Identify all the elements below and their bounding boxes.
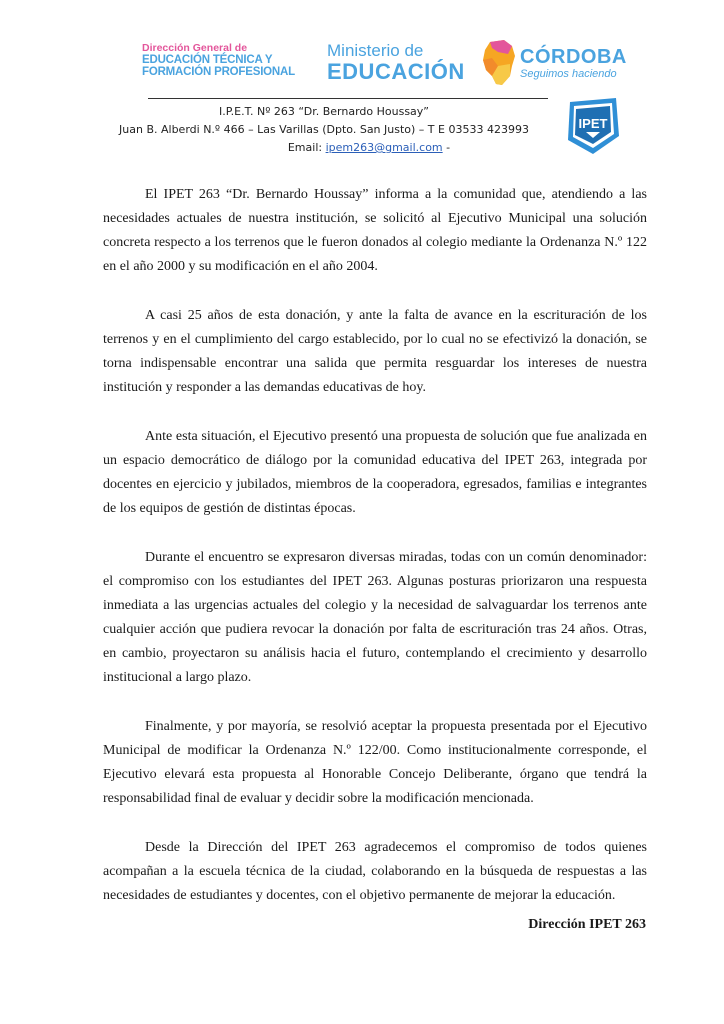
dget-logo-line2: EDUCACIÓN TÉCNICA Y <box>142 54 273 66</box>
email-label: Email: <box>287 141 323 154</box>
paragraph: Durante el encuentro se expresaron diversas miradas, todas con un común denominador: el compromiso con los estudiantes del IPET 263. Algunas posturas priorizaron una respuesta inmediata a las urgencias actuales del colegio y la necesidad de salvaguardar los terrenos ante cualquier acción que pudiera revocar la donación por falta de escrituración tras 24 años. Otras, en cambio, proyectaron su análisis hacia el futuro, contemplando el crecimiento y desarrollo institucional a largo plazo. <box>103 550 647 685</box>
ministry-logo-line1: Ministerio de <box>327 41 424 60</box>
email-suffix: - <box>442 141 451 154</box>
cordoba-logo-title: CÓRDOBA <box>520 46 627 68</box>
ipet-logo-text: IPET <box>578 116 608 131</box>
ministry-logo <box>327 42 472 84</box>
cordoba-map-icon <box>482 40 516 86</box>
school-email-line <box>100 139 548 157</box>
paragraph: Finalmente, y por mayoría, se resolvió aceptar la propuesta presentada por el Ejecutivo Municipal de modificar la Ordenanza N.º 122/00. Como institucionalmente corresponde, el Ejecutivo elevará esta propuesta al Honorable Concejo Deliberante, órgano que tendrá la responsabilidad final de evaluar y decidir sobre la modificación mencionada. <box>103 719 647 806</box>
letter-body <box>103 183 647 933</box>
paragraph: A casi 25 años de esta donación, y ante la falta de avance en la escrituración de los terrenos y en el cumplimiento del cargo establecido, por lo cual no se efectivizó la donación, se torna indispensable encontrar una salida que permita resguardar los intereses de nuestra institución y responder a las demandas educativas de hoy. <box>103 308 647 395</box>
school-name-line: I.P.E.T. Nº 263 “Dr. Bernardo Houssay” <box>218 105 430 118</box>
dget-logo-line3: FORMACIÓN PROFESIONAL <box>142 66 295 78</box>
school-address-line: Juan B. Alberdi N.º 466 – Las Varillas (Dpto. San Justo) – T E 03533 423993 <box>119 123 529 136</box>
dget-logo <box>142 42 317 78</box>
ministry-logo-line2: EDUCACIÓN <box>327 59 465 84</box>
dget-logo-line1: Dirección General de <box>142 42 248 54</box>
paragraph: El IPET 263 “Dr. Bernardo Houssay” informa a la comunidad que, atendiendo a las necesidades actuales de nuestra institución, se solicitó al Ejecutivo Municipal una solución concreta respecto a los terrenos que le fueron donados al colegio mediante la Ordenanza N.º 122 en el año 2000 y su modificación en el año 2004. <box>103 187 647 274</box>
signature: Dirección IPET 263 <box>528 917 646 932</box>
cordoba-logo <box>520 47 635 81</box>
school-address-block <box>100 103 548 157</box>
header-divider <box>148 98 548 99</box>
email-link[interactable]: ipem263@gmail.com <box>325 141 443 154</box>
letterhead <box>0 0 724 165</box>
paragraph: Ante esta situación, el Ejecutivo presentó una propuesta de solución que fue analizada en un espacio democrático de diálogo por la comunidad educativa del IPET 263, integrada por docentes en ejercicio y jubilados, miembros de la cooperadora, egresados, familias e integrantes de los equipos de gestión de distintas épocas. <box>103 429 647 516</box>
cordoba-logo-slogan: Seguimos haciendo <box>520 68 617 80</box>
ipet-shield-logo <box>564 96 622 156</box>
paragraph: Desde la Dirección del IPET 263 agradecemos el compromiso de todos quienes acompañan a la escuela técnica de la ciudad, colaborando en la búsqueda de respuestas a las necesidades de estudiantes y docentes, con el objetivo permanente de mejorar la educación. <box>103 840 647 903</box>
